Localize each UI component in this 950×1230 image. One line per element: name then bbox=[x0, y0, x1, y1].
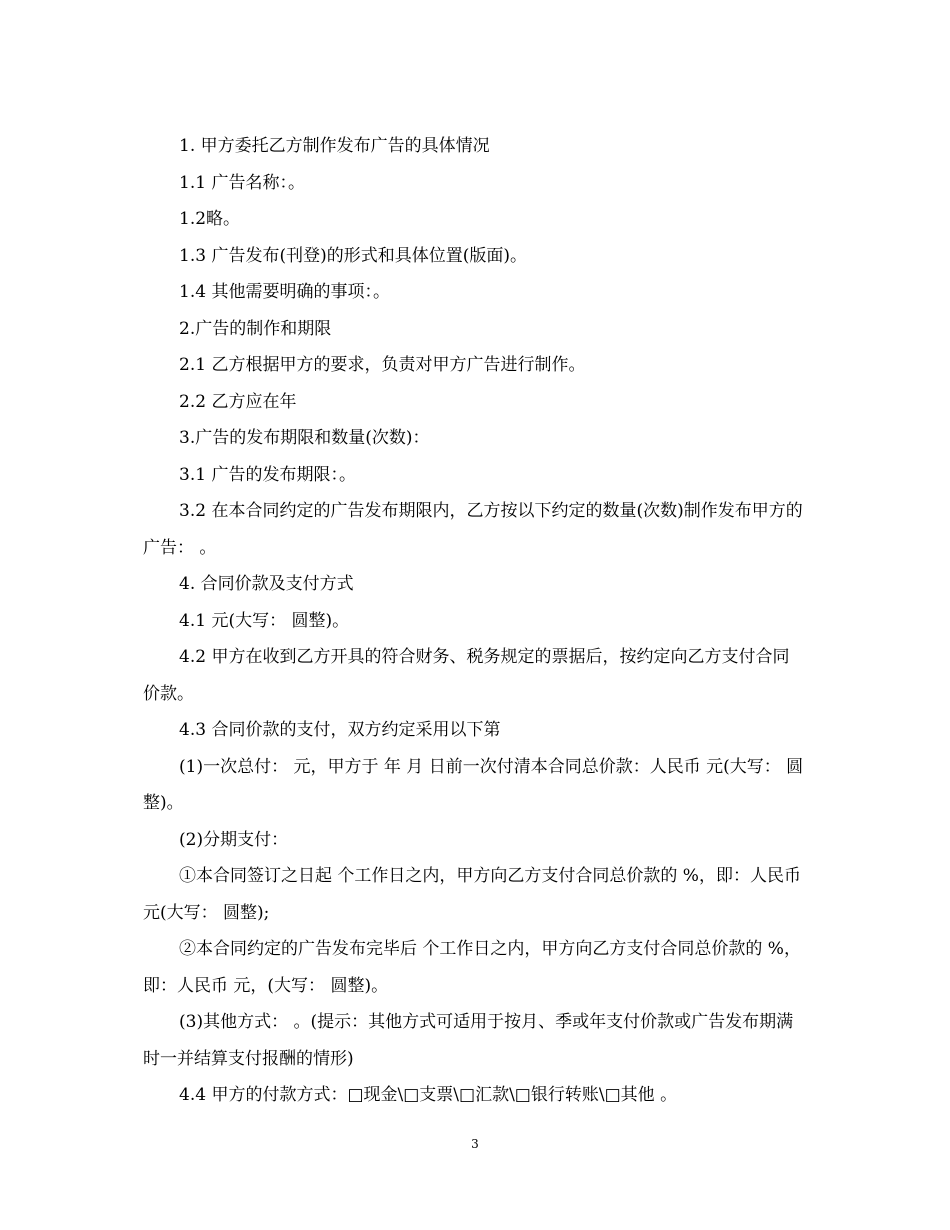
payment-option-3: (3)其他方式： 。(提示：其他方式可适用于按月、季或年支付价款或广告发布期满时一并结算支付报酬的情形) bbox=[143, 1012, 794, 1069]
section-4-heading: 4. 合同价款及支付方式 bbox=[179, 574, 354, 594]
section-2-heading: 2.广告的制作和期限 bbox=[179, 318, 332, 339]
clause-2-1: 2.1 乙方根据甲方的要求，负责对甲方广告进行制作。 bbox=[179, 355, 586, 375]
clause-1-2: 1.2略。 bbox=[179, 209, 241, 229]
clause-1-1: 1.1 广告名称：。 bbox=[179, 172, 305, 193]
clause-4-1: 4.1 元(大写： 圆整)。 bbox=[179, 610, 350, 631]
payment-option-1: (1)一次总付： 元，甲方于 年 月 日前一次付清本合同总价款：人民币 元(大写： 圆整)。 bbox=[143, 756, 804, 813]
payment-option-2: (2)分期支付： bbox=[179, 829, 289, 850]
section-1-heading: 1. 甲方委托乙方制作发布广告的具体情况 bbox=[179, 136, 490, 156]
installment-1: ①本合同签订之日起 个工作日之内，甲方向乙方支付合同总价款的 %，即：人民币 元(大写： 圆整); bbox=[143, 866, 801, 923]
page-number: 3 bbox=[471, 1137, 479, 1151]
clause-3-2: 3.2 在本合同约定的广告发布期限内，乙方按以下约定的数量(次数)制作发布甲方的广告： 。 bbox=[143, 501, 803, 558]
clause-1-4: 1.4 其他需要明确的事项：。 bbox=[179, 282, 390, 302]
clause-4-3: 4.3 合同价款的支付，双方约定采用以下第 bbox=[179, 720, 501, 740]
clause-2-2: 2.2 乙方应在年 bbox=[179, 391, 297, 412]
clause-4-4: 4.4 甲方的付款方式：□现金\□支票\□汇款\□银行转账\□其他 。 bbox=[179, 1085, 678, 1105]
clause-4-2: 4.2 甲方在收到乙方开具的符合财务、税务规定的票据后，按约定向乙方支付合同价款。 bbox=[143, 647, 790, 704]
clause-1-3: 1.3 广告发布(刊登)的形式和具体位置(版面)。 bbox=[179, 245, 527, 266]
installment-2: ②本合同约定的广告发布完毕后 个工作日之内，甲方向乙方支付合同总价款的 %，即：人民币 元，(大写： 圆整)。 bbox=[143, 939, 801, 996]
clause-3-1: 3.1 广告的发布期限：。 bbox=[179, 464, 356, 485]
document-body bbox=[143, 128, 805, 1114]
section-3-heading: 3.广告的发布期限和数量(次数)： bbox=[179, 428, 430, 448]
